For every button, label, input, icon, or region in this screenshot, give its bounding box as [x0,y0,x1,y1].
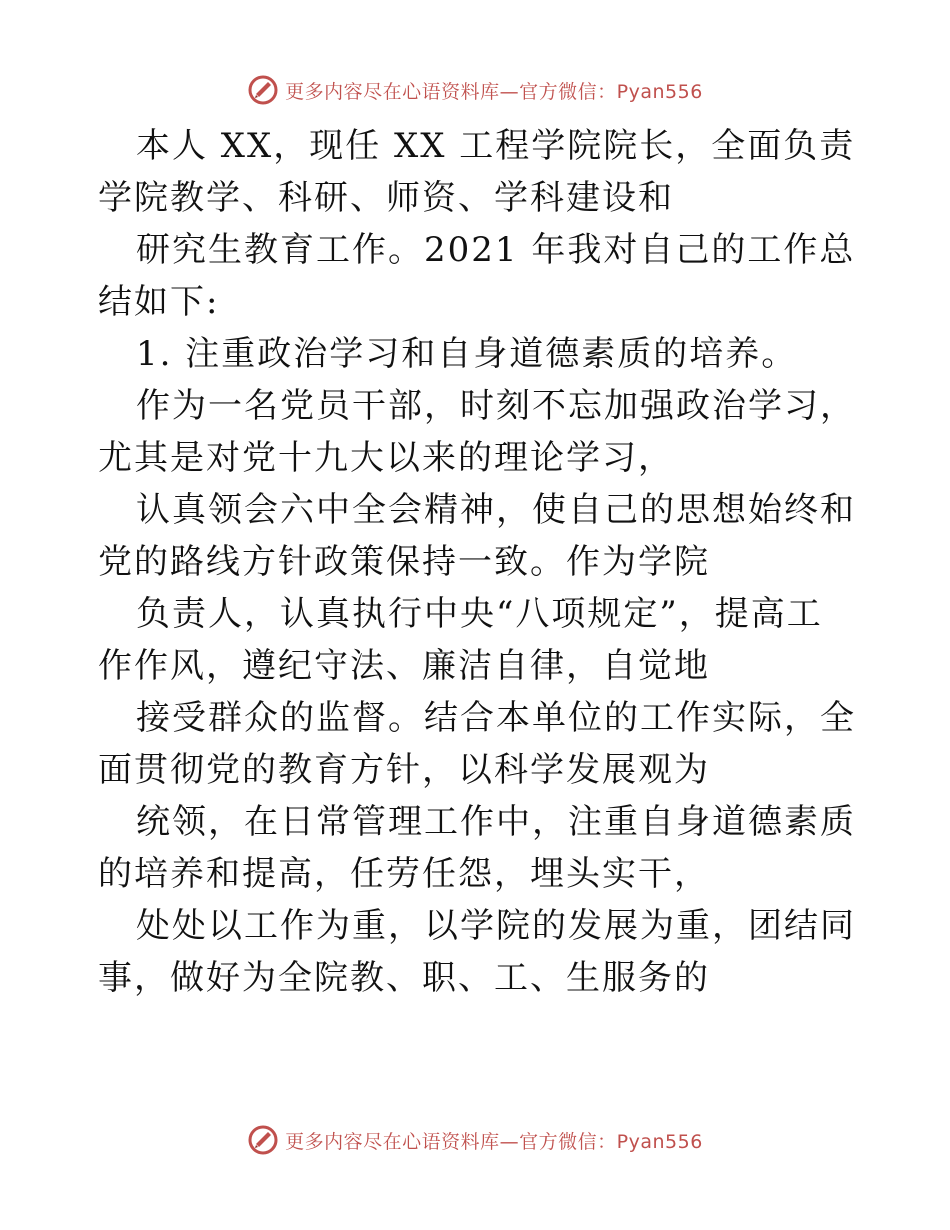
paragraph: 1. 注重政治学习和自身道德素质的培养。 [136,334,798,374]
paragraph: 负责人，认真执行中央“八项规定”，提高工作作风，遵纪守法、廉洁自律，自觉地 [98,594,823,686]
footer-watermark [0,1120,950,1160]
paragraph: 统领，在日常管理工作中，注重自身道德素质的培养和提高，任劳任怨，埋头实干， [98,802,856,894]
book-pen-logo-icon [247,1124,279,1156]
paragraph: 认真领会六中全会精神，使自己的思想始终和党的路线方针政策保持一致。作为学院 [98,490,856,582]
paragraph: 本人 XX，现任 XX 工程学院院长，全面负责学院教学、科研、师资、学科建设和 [98,126,856,218]
paragraph: 接受群众的监督。结合本单位的工作实际，全面贯彻党的教育方针，以科学发展观为 [98,698,856,790]
paragraph: 处处以工作为重，以学院的发展为重，团结同事，做好为全院教、职、工、生服务的 [98,906,856,998]
paragraph: 作为一名党员干部，时刻不忘加强政治学习，尤其是对党十九大以来的理论学习， [98,386,856,478]
watermark-text: 更多内容尽在心语资料库—官方微信：Pyan556 [285,80,703,103]
book-pen-logo-icon [247,74,279,106]
document-body [98,120,858,1004]
watermark-text: 更多内容尽在心语资料库—官方微信：Pyan556 [285,1130,703,1153]
header-watermark [0,70,950,110]
paragraph: 研究生教育工作。2021 年我对自己的工作总结如下: [98,230,856,322]
